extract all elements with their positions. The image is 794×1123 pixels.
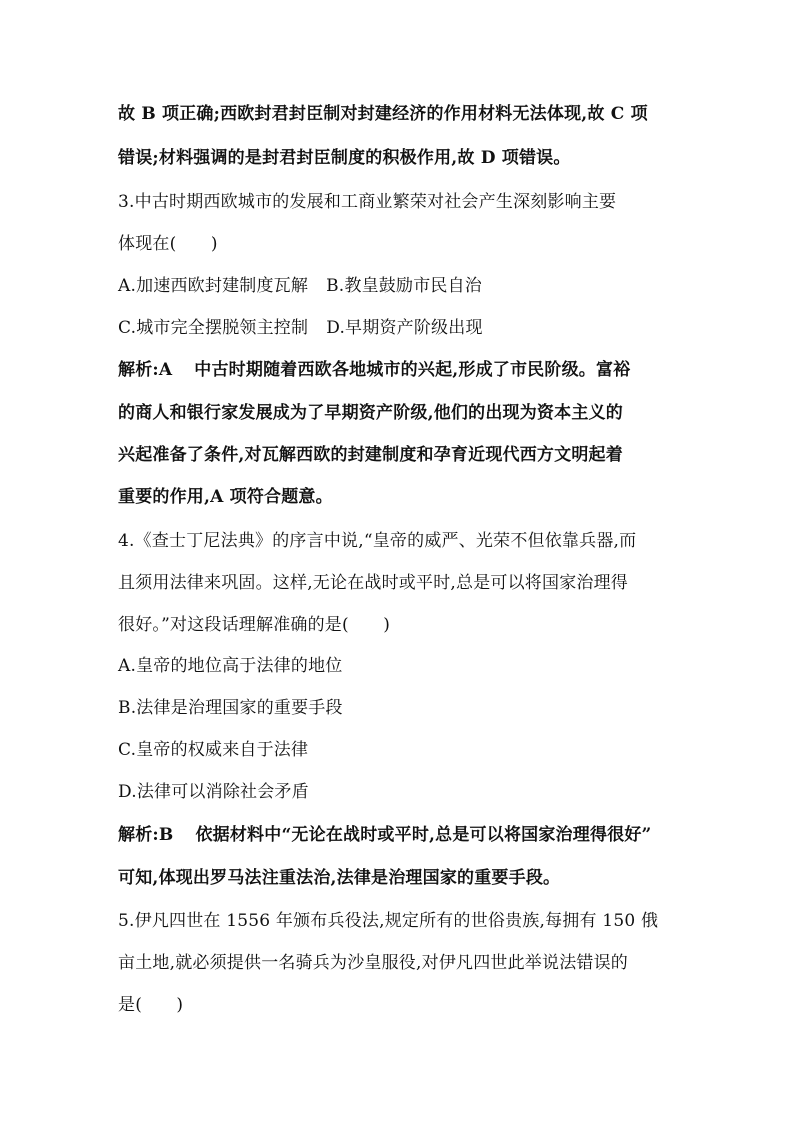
q3-option-d: D.早期资产阶级出现 [326,318,483,338]
q4-explanation-line-2: 可知,体现出罗马法注重法治,法律是治理国家的重要手段。 [118,868,561,888]
q3-explanation-line-1 [118,358,718,382]
q4-answer-label: 解析:B [118,825,174,845]
q4-option-b: B.法律是治理国家的重要手段 [118,698,343,718]
q5-stem-line-3: 是( ) [118,995,184,1015]
q4-option-d: D.法律可以消除社会矛盾 [118,782,309,802]
q4-stem-line-1: 4.《查士丁尼法典》的序言中说,“皇帝的威严、光荣不但依靠兵器,而 [118,531,637,551]
q3-answer-label: 解析:A [118,360,173,380]
q3-options-row-1 [118,274,718,298]
q3-options-row-2 [118,316,718,340]
q4-option-a: A.皇帝的地位高于法律的地位 [118,656,343,676]
q3-option-b: B.教皇鼓励市民自治 [326,276,482,296]
q3-stem-line-1: 3.中古时期西欧城市的发展和工商业繁荣对社会产生深刻影响主要 [118,192,617,212]
q3-stem-line-2: 体现在( ) [118,234,218,254]
q3-explanation-line-3: 兴起准备了条件,对瓦解西欧的封建制度和孕育近现代西方文明起着 [118,445,623,465]
q5-stem-line-2: 亩土地,就必须提供一名骑兵为沙皇服役,对伊凡四世此举说法错误的 [118,953,629,973]
q3-explanation-line-2: 的商人和银行家发展成为了早期资产阶级,他们的出现为资本主义的 [118,403,623,423]
q5-stem-line-1: 5.伊凡四世在 1556 年颁布兵役法,规定所有的世俗贵族,每拥有 150 俄 [118,911,659,931]
q4-stem-line-3: 很好。”对这段话理解准确的是( ) [118,615,391,635]
q4-explanation-text: 依据材料中“无论在战时或平时,总是可以将国家治理得很好” [195,825,652,845]
prev-explanation-line-2: 错误;材料强调的是封君封臣制度的积极作用,故 D 项错误。 [118,148,571,168]
q3-option-c: C.城市完全摆脱领主控制 [118,318,309,338]
q4-option-c: C.皇帝的权威来自于法律 [118,740,309,760]
q4-explanation-line-1 [118,823,718,847]
q3-explanation-text: 中古时期随着西欧各地城市的兴起,形成了市民阶级。富裕 [194,360,631,380]
q3-option-a: A.加速西欧封建制度瓦解 [118,276,309,296]
q4-stem-line-2: 且须用法律来巩固。这样,无论在战时或平时,总是可以将国家治理得 [118,573,629,593]
prev-explanation-line-1: 故 B 项正确;西欧封君封臣制对封建经济的作用材料无法体现,故 C 项 [118,104,648,124]
q3-explanation-line-4: 重要的作用,A 项符合题意。 [118,487,333,507]
